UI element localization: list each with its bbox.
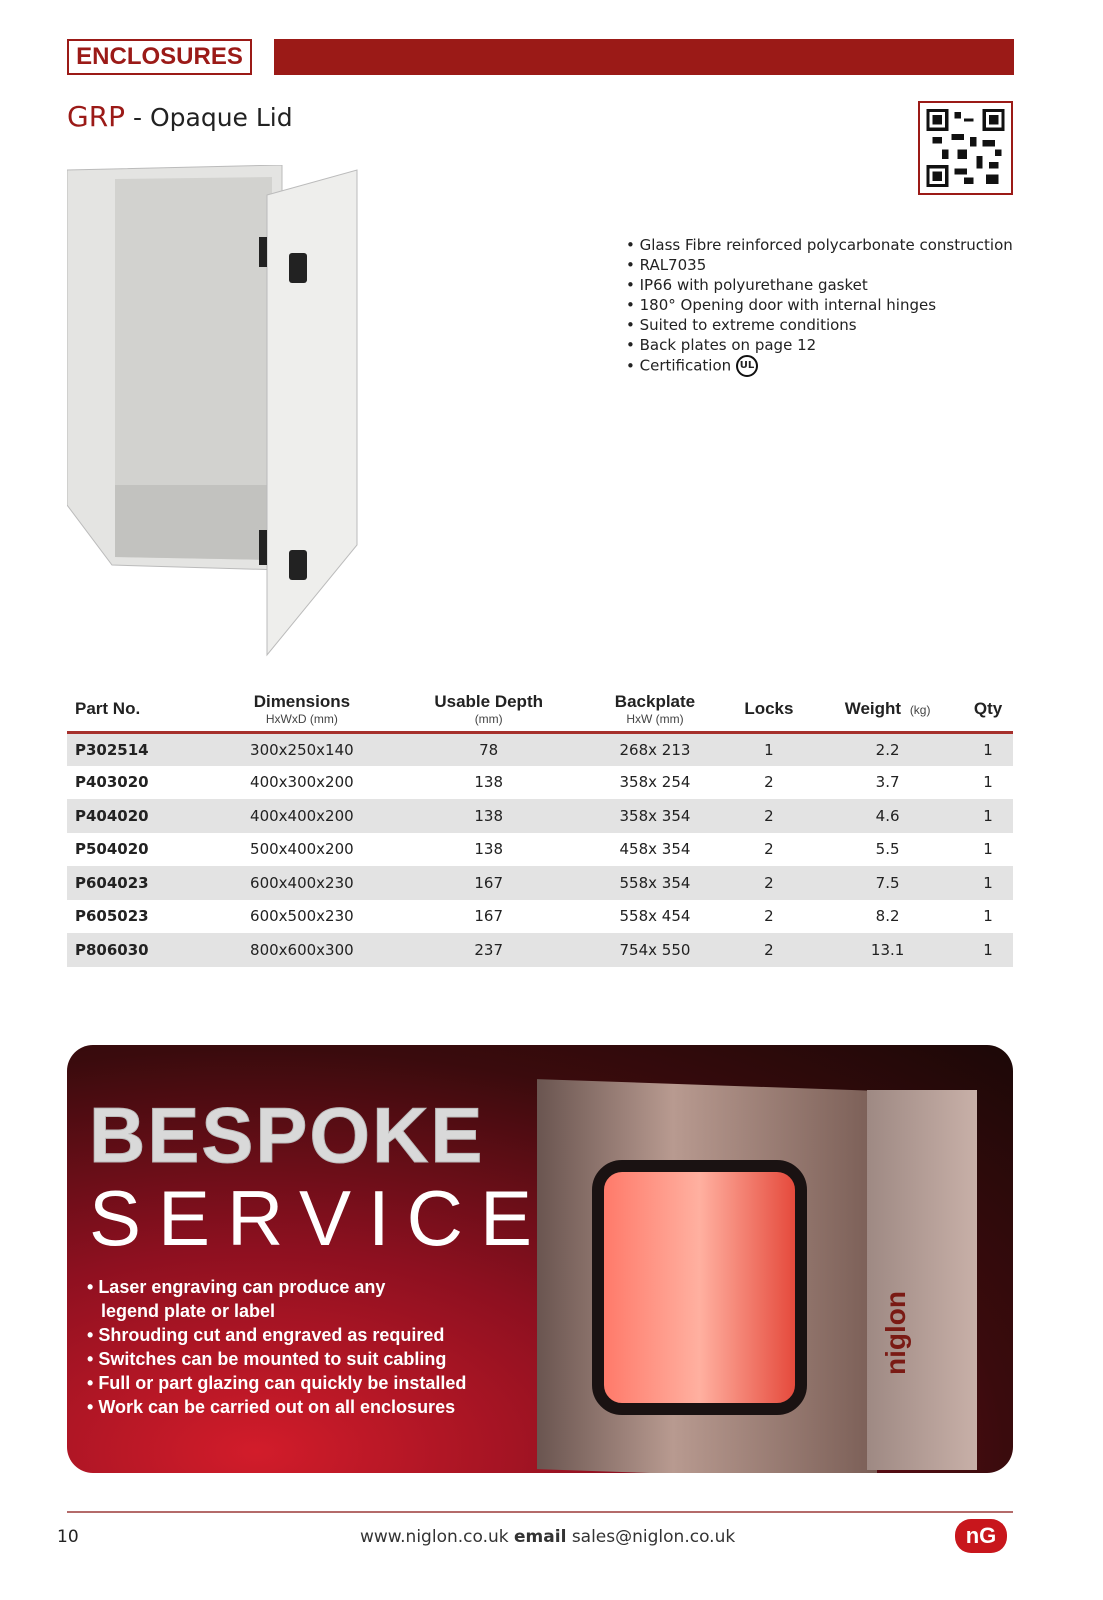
table-cell: 2	[764, 907, 774, 926]
table-cell: 78	[479, 740, 499, 759]
table-cell: 1	[983, 806, 993, 825]
qr-code[interactable]	[918, 101, 1013, 195]
feature-item: • Suited to extreme conditions	[626, 315, 1013, 335]
table-cell: 358x 254	[619, 773, 691, 792]
table-row	[67, 732, 1013, 766]
feature-list	[626, 235, 1013, 377]
table-row	[67, 866, 1013, 900]
table-cell: P302514	[75, 740, 149, 759]
feature-item: • Glass Fibre reinforced polycarbonate construction	[626, 235, 1013, 255]
feature-item	[626, 355, 1013, 377]
product-title	[67, 100, 293, 133]
ul-certification-icon: UL	[736, 355, 758, 377]
table-cell: 2	[764, 773, 774, 792]
table-cell: 2	[764, 940, 774, 959]
table-cell: 400x300x200	[250, 773, 354, 792]
footer-divider	[67, 1511, 1013, 1513]
table-cell: 268x 213	[619, 740, 691, 759]
column-header	[963, 688, 1013, 732]
page-number: 10	[57, 1527, 79, 1547]
table-cell: P604023	[75, 873, 149, 892]
banner-bullet: • Shrouding cut and engraved as required	[87, 1323, 466, 1347]
column-header-label: Weight	[844, 699, 902, 719]
box-brand-text: niglon	[880, 1291, 911, 1375]
table-cell: 2	[764, 873, 774, 892]
feature-item: • RAL7035	[626, 255, 1013, 275]
table-cell: P605023	[75, 907, 149, 926]
table-cell: 138	[474, 806, 503, 825]
table-cell: 2	[764, 840, 774, 859]
enclosure-image-side	[867, 1090, 977, 1470]
banner-bullet: • Laser engraving can produce any legend plate or label	[87, 1275, 387, 1323]
table-row	[67, 766, 1013, 800]
table-cell: 458x 354	[619, 840, 691, 859]
table-cell: 167	[474, 873, 503, 892]
email-link[interactable]: sales@niglon.co.uk	[571, 1527, 736, 1547]
table-cell: 138	[474, 773, 503, 792]
product-table	[67, 688, 1013, 967]
column-header-unit: HxW (mm)	[626, 712, 684, 727]
product-photo	[67, 165, 362, 660]
table-cell: 167	[474, 907, 503, 926]
section-tag: ENCLOSURES	[67, 39, 252, 75]
banner-bullet: • Work can be carried out on all enclosures	[87, 1395, 466, 1419]
header-bar	[274, 39, 1014, 75]
table-cell: 800x600x300	[250, 940, 354, 959]
table-row	[67, 900, 1013, 934]
column-header-label: Usable Depth	[434, 692, 543, 712]
banner-bullets	[87, 1275, 466, 1419]
table-cell: 1	[983, 940, 993, 959]
table-cell: 4.6	[875, 806, 900, 825]
column-header	[67, 688, 211, 732]
column-header-label: Dimensions	[253, 692, 351, 712]
table-cell: 400x400x200	[250, 806, 354, 825]
table-cell: 8.2	[875, 907, 900, 926]
column-header	[726, 688, 812, 732]
banner-title-service: SERVICE	[89, 1174, 550, 1262]
table-cell: 138	[474, 840, 503, 859]
column-header-label: Part No.	[75, 699, 141, 719]
table-cell: 7.5	[875, 873, 900, 892]
table-cell: P806030	[75, 940, 149, 959]
bespoke-service-banner	[67, 1045, 1013, 1473]
column-header	[812, 688, 963, 732]
enclosure-window	[592, 1160, 807, 1415]
banner-bullet: • Full or part glazing can quickly be installed	[87, 1371, 466, 1395]
feature-certification: Certification	[639, 356, 732, 375]
table-cell: 237	[474, 940, 503, 959]
niglon-logo: nG	[955, 1519, 1007, 1553]
table-row	[67, 799, 1013, 833]
title-bold: GRP	[67, 100, 126, 133]
table-cell: 300x250x140	[250, 740, 354, 759]
table-cell: 558x 454	[619, 907, 691, 926]
column-header-unit: (kg)	[909, 703, 931, 718]
table-cell: 1	[983, 873, 993, 892]
column-header-label: Backplate	[614, 692, 696, 712]
table-cell: P403020	[75, 773, 149, 792]
table-header-row	[67, 688, 1013, 732]
feature-item: • IP66 with polyurethane gasket	[626, 275, 1013, 295]
feature-item: • Back plates on page 12	[626, 335, 1013, 355]
table-cell: P504020	[75, 840, 149, 859]
table-cell: 2	[764, 806, 774, 825]
banner-bullet: • Switches can be mounted to suit cabling	[87, 1347, 466, 1371]
table-cell: 13.1	[870, 940, 905, 959]
qr-code-icon	[926, 109, 1005, 187]
email-label: email	[514, 1527, 567, 1547]
table-cell: 600x500x230	[250, 907, 354, 926]
table-cell: 358x 354	[619, 806, 691, 825]
table-cell: 1	[983, 840, 993, 859]
table-row	[67, 833, 1013, 867]
column-header-unit: HxWxD (mm)	[265, 712, 338, 727]
column-header-label: Qty	[973, 699, 1003, 719]
table-cell: 2.2	[875, 740, 900, 759]
column-header	[393, 688, 584, 732]
table-cell: 1	[983, 740, 993, 759]
table-cell: 3.7	[875, 773, 900, 792]
footer-contact	[360, 1527, 735, 1547]
banner-title-bespoke: BESPOKE	[89, 1091, 485, 1179]
column-header	[211, 688, 393, 732]
website-link[interactable]: www.niglon.co.uk	[360, 1527, 509, 1547]
column-header	[584, 688, 725, 732]
column-header-unit: (mm)	[474, 712, 503, 727]
table-row	[67, 933, 1013, 967]
table-cell: 600x400x230	[250, 873, 354, 892]
table-cell: 500x400x200	[250, 840, 354, 859]
feature-item: • 180° Opening door with internal hinges	[626, 295, 1013, 315]
table-cell: 1	[983, 907, 993, 926]
title-rest: - Opaque Lid	[125, 103, 293, 132]
table-cell: 1	[764, 740, 774, 759]
table-cell: P404020	[75, 806, 149, 825]
table-cell: 5.5	[875, 840, 900, 859]
table-cell: 558x 354	[619, 873, 691, 892]
table-cell: 1	[983, 773, 993, 792]
table-cell: 754x 550	[619, 940, 691, 959]
column-header-label: Locks	[744, 699, 794, 719]
